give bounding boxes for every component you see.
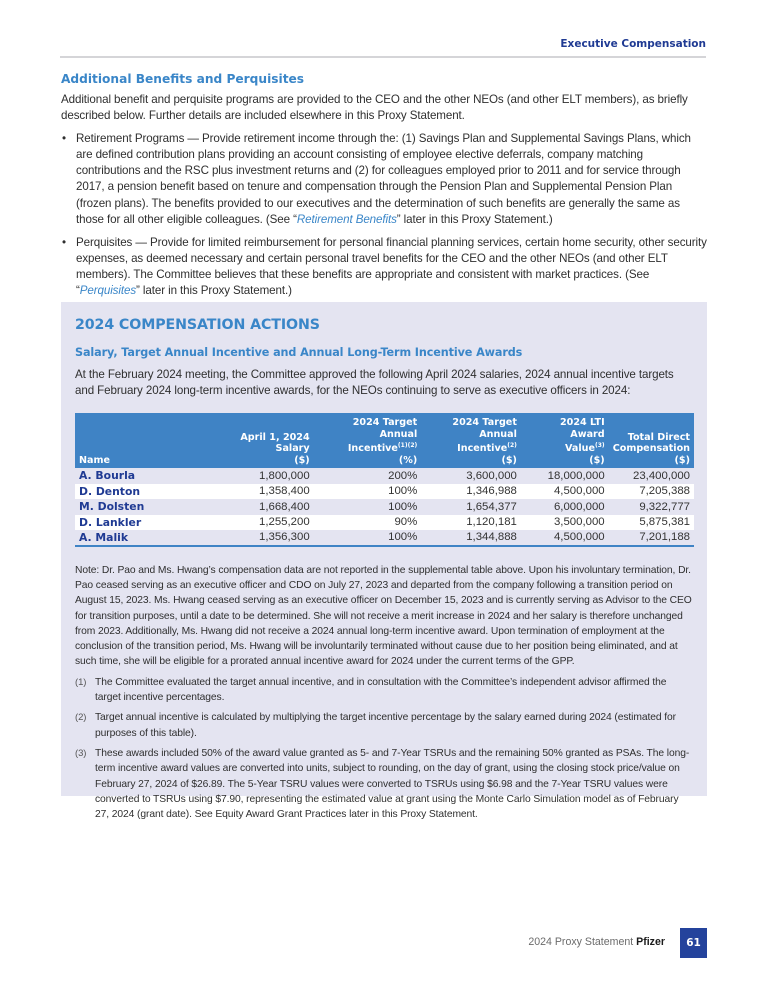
footnote-3 [75, 746, 693, 822]
benefits-section [61, 72, 707, 306]
table-row [75, 499, 694, 515]
col-header-total: Total Direct Compensation ($) [609, 413, 694, 468]
benefits-intro: Additional benefit and perquisite programs are provided to the CEO and the other NEOs (and other ELT members), as briefly described below. Further details are included elsewhere in this Proxy Statement. [61, 93, 688, 123]
cell-target-pct: 100% [314, 484, 422, 500]
cell-salary: 1,356,300 [224, 530, 314, 546]
cell-target-usd: 1,654,377 [421, 499, 521, 515]
compensation-actions-panel [61, 302, 707, 821]
footnote-2 [75, 710, 693, 741]
cell-total: 23,400,000 [609, 468, 694, 484]
cell-lti: 6,000,000 [521, 499, 609, 515]
footnote-1 [75, 675, 693, 706]
running-header-title: Executive Compensation [560, 38, 706, 50]
footnote-number: (3) [75, 747, 87, 759]
cell-total: 5,875,381 [609, 515, 694, 531]
cell-salary: 1,800,000 [224, 468, 314, 484]
link-retirement-benefits[interactable]: Retirement Benefits [296, 212, 397, 226]
cell-target-usd: 1,344,888 [421, 530, 521, 546]
cell-lti: 18,000,000 [521, 468, 609, 484]
col-header-lti: 2024 LTI Award Value$^{(3)}$ ($) [521, 413, 609, 468]
table-row [75, 515, 694, 531]
footer-label [528, 936, 665, 948]
footer-doc-label: 2024 Proxy Statement [528, 936, 634, 948]
table-row [75, 530, 694, 546]
cell-total: 7,205,388 [609, 484, 694, 500]
cell-name: M. Dolsten [75, 499, 224, 515]
page-number-badge: 61 [680, 928, 707, 958]
cell-total: 7,201,188 [609, 530, 694, 546]
bullet-text: Retirement Programs — Provide retirement income through the: (1) Savings Plan and Supplemental Savings Plans, which are defined contribution plans providing an account consisting of employee elective deferrals, company matching contributions and the RSC plus investment returns and (2) for colleagues employed prior to 2011 and for service through 2017, a pension benefit based on tenure and compensation through the Pension Plan and Supplemental Pension Plan (frozen plans). The benefits provided to our executives and the determination of such benefits are generally the same as those for all other eligible colleagues. (See “ [76, 132, 691, 226]
panel-title: 2024 COMPENSATION ACTIONS [75, 317, 320, 333]
col-header-salary: April 1, 2024 Salary ($) [224, 413, 314, 468]
cell-name: D. Denton [75, 484, 224, 500]
bullet-text-tail: ” later in this Proxy Statement.) [396, 212, 553, 226]
cell-name: A. Malik [75, 530, 224, 546]
bullet-perquisites [61, 235, 707, 299]
cell-target-usd: 1,120,181 [421, 515, 521, 531]
panel-subtitle: Salary, Target Annual Incentive and Annual Long-Term Incentive Awards [75, 346, 523, 359]
section-heading: Additional Benefits and Perquisites [61, 72, 305, 86]
col-header-target-usd: 2024 Target Annual Incentive$^{(2)}$ ($) [421, 413, 521, 468]
footnote-text: Target annual incentive is calculated by multiplying the target incentive percentage by the salary earned during 2024 (estimated for purposes of this table). [95, 712, 676, 739]
table-header-row [75, 413, 694, 468]
col-header-target-pct: 2024 Target Annual Incentive$^{(1)(2)}$ (%) [314, 413, 422, 468]
bullet-icon: • [62, 132, 66, 146]
cell-target-pct: 100% [314, 530, 422, 546]
bullet-icon: • [62, 235, 66, 249]
cell-target-usd: 1,346,988 [421, 484, 521, 500]
table-note: Note: Dr. Pao and Ms. Hwang’s compensation data are not reported in the supplemental table above. Upon his involuntary termination, Dr. Pao ceased serving as an executive officer and CDO on July 27, 2023 and departed from the company following a transition period on August 15, 2023. Ms. Hwang ceased serving as an executive officer on December 15, 2023 and is currently serving as Advisor to the CEO for transition purposes, until a date to be determined. She will not receive a merit increase in 2024 and her salary is therefore unchanged from 2023. Additionally, Ms. Hwang did not receive a 2024 annual long-term incentive award. Upon termination of employment at the conclusion of the transition period, Ms. Hwang will be involuntarily terminated without cause due to her position being eliminated, and at such time, she will be eligible for a prorated annual incentive award for 2024 under the current terms of the GPP. [75, 564, 692, 668]
link-perquisites[interactable]: Perquisites [79, 284, 137, 298]
cell-target-usd: 3,600,000 [421, 468, 521, 484]
cell-salary: 1,668,400 [224, 499, 314, 515]
footnote-text: The Committee evaluated the target annual incentive, and in consultation with the Committee’s independent advisor affirmed the target incentive percentages. [95, 676, 667, 704]
cell-lti: 3,500,000 [521, 515, 609, 531]
bullet-text: Perquisites — Provide for limited reimbursement for personal financial planning services, certain home security, other security expenses, as deemed necessary and certain personal travel benefits for the CEO and the other NEOs (and other ELT members). The Committee believes that these benefits are appropriate and consistent with market practices. (See “ [76, 235, 707, 298]
footnote-text: These awards included 50% of the award value granted as 5- and 7-Year TSRUs and the remaining 50% granted as PSAs. The long-term incentive award values are converted into units, subject to rounding, on the day of grant, using the closing stock price/value on February 27, 2024 of $26.89. The 5-Year TSRU values were converted to TSRUs using $6.98 and the 7-Year TSRU values were converted to TSRUs using $7.90, representing the estimated value at grant using the Monte Carlo Simulation model as of February 27, 2024 (grant date). See Equity Award Grant Practices later in this Proxy Statement. [95, 747, 690, 821]
cell-name: D. Lankler [75, 515, 224, 531]
bullet-retirement-programs [61, 131, 707, 228]
cell-salary: 1,255,200 [224, 515, 314, 531]
bullet-text-tail: ” later in this Proxy Statement.) [136, 284, 292, 298]
header-divider [60, 56, 706, 58]
table-row [75, 484, 694, 500]
footnote-number: (1) [75, 676, 87, 688]
col-header-name: Name [75, 413, 224, 468]
cell-target-pct: 100% [314, 499, 422, 515]
footer-brand: Pfizer [636, 936, 665, 948]
table-row [75, 468, 694, 484]
cell-salary: 1,358,400 [224, 484, 314, 500]
compensation-table [75, 413, 694, 547]
cell-total: 9,322,777 [609, 499, 694, 515]
cell-lti: 4,500,000 [521, 484, 609, 500]
panel-intro: At the February 2024 meeting, the Committee approved the following April 2024 salaries, 2024 annual incentive targets and February 2024 long-term incentive awards, for the NEOs continuing to serve as executive officers in 2024: [75, 368, 674, 398]
cell-target-pct: 90% [314, 515, 422, 531]
cell-lti: 4,500,000 [521, 530, 609, 546]
footnote-number: (2) [75, 712, 87, 724]
cell-name: A. Bourla [75, 468, 224, 484]
cell-target-pct: 200% [314, 468, 422, 484]
